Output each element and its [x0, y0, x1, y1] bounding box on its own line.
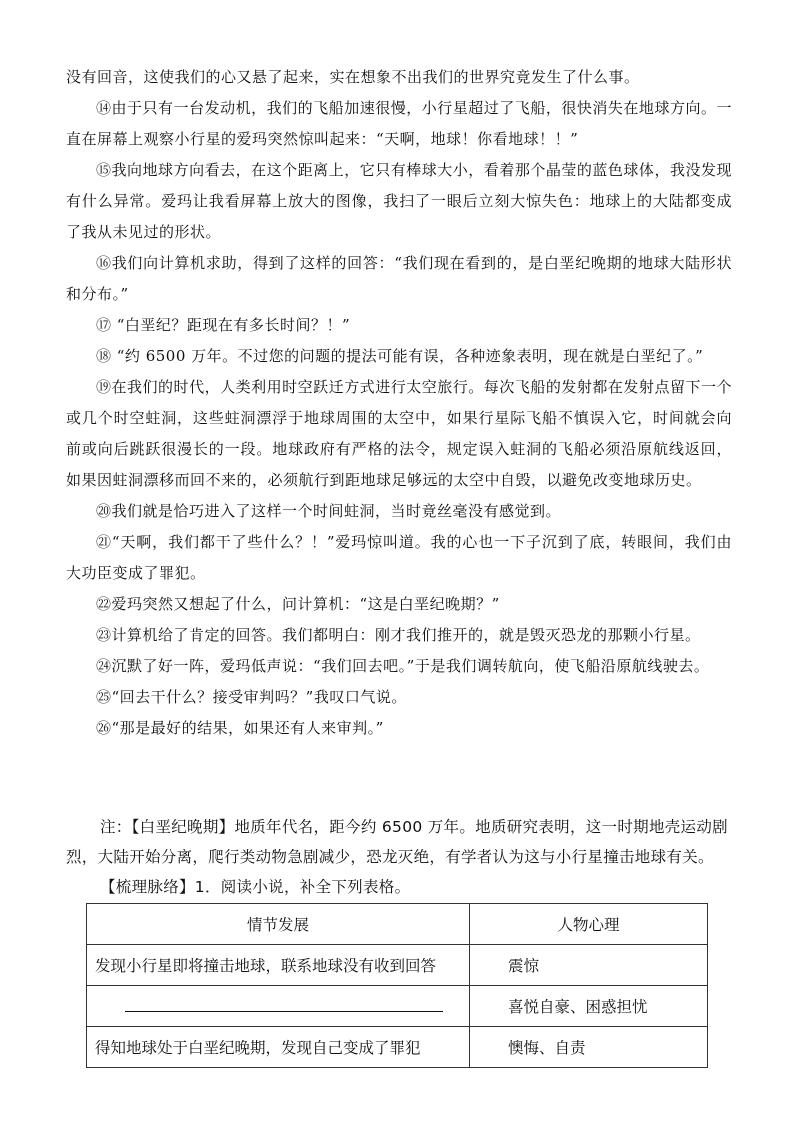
paragraph-16: ⑯我们向计算机求助，得到了这样的回答：“我们现在看到的，是白垩纪晚期的地球大陆形状和分布。” [66, 254, 732, 303]
paragraph-18: ⑱ “约 6500 万年。不过您的问题的提法可能有误，各种迹象表明，现在就是白垩纪了。” [96, 347, 704, 365]
paragraph-25: ㉕“回去干什么？接受审判吗？”我叹口气说。 [96, 688, 407, 706]
psychology-cell: 震惊 [470, 945, 708, 986]
paragraph-20: ⑳我们就是恰巧进入了这样一个时间蛀洞，当时竟丝毫没有感觉到。 [96, 502, 562, 520]
paragraph-21: ㉑“天啊，我们都干了些什么？！”爱玛惊叫道。我的心也一下子沉到了底，转眼间，我们由大功臣变成了罪犯。 [66, 533, 732, 582]
table-row [87, 1027, 708, 1068]
plot-answer-blank[interactable] [87, 986, 470, 1027]
task-prompt: 【梳理脉络】1．阅读小说，补全下列表格。 [100, 878, 411, 896]
table-row [87, 986, 708, 1027]
story-text [66, 62, 732, 744]
plot-cell: 得知地球处于白垩纪晚期，发现自己变成了罪犯 [87, 1027, 470, 1068]
paragraph-17: ⑰ “白垩纪？距现在有多长时间？！” [96, 316, 351, 334]
paragraph-24: ㉔沉默了好一阵，爱玛低声说：“我们回去吧。”于是我们调转航向，使飞船沿原航线驶去。 [96, 657, 710, 675]
psychology-cell: 喜悦自豪、困惑担忧 [470, 986, 708, 1027]
paragraph-14: ⑭由于只有一台发动机，我们的飞船加速很慢，小行星超过了飞船，很快消失在地球方向。一直在屏幕上观察小行星的爱玛突然惊叫起来：“天啊，地球！你看地球！！” [66, 99, 732, 148]
answer-table [86, 903, 708, 1068]
paragraph-23: ㉓计算机给了肯定的回答。我们都明白：刚才我们推开的，就是毁灭恐龙的那颗小行星。 [96, 626, 701, 644]
paragraph-19: ⑲在我们的时代，人类利用时空跃迁方式进行太空旅行。每次飞船的发射都在发射点留下一个或几个时空蛀洞，这些蛀洞漂浮于地球周围的太空中，如果行星际飞船不慎误入它，时间就会向前或向后跳跃很漫长的一段。地球政府有严格的法令，规定误入蛀洞的飞船必须沿原航线返回，如果因蛀洞漂移而回不来的，必须航行到距地球足够远的太空中自毁，以避免改变地球历史。 [66, 378, 732, 489]
header-plot: 情节发展 [87, 904, 470, 945]
annotation-block [66, 812, 732, 902]
paragraph-22: ㉒爱玛突然又想起了什么，问计算机：“这是白垩纪晚期？” [96, 595, 500, 613]
table-row [87, 945, 708, 986]
answer-line [125, 1011, 443, 1012]
footnote: 注：【白垩纪晚期】地质年代名，距今约 6500 万年。地质研究表明，这一时期地壳运动剧烈，大陆开始分离，爬行类动物急剧减少，恐龙灭绝，有学者认为这与小行星撞击地球有关。 [66, 818, 728, 866]
table-header-row [87, 904, 708, 945]
paragraph-13-cont: 没有回音，这使我们的心又悬了起来，实在想象不出我们的世界究竟发生了什么事。 [66, 68, 640, 86]
plot-cell: 发现小行星即将撞击地球，联系地球没有收到回答 [87, 945, 470, 986]
paragraph-15: ⑮我向地球方向看去，在这个距离上，它只有棒球大小，看着那个晶莹的蓝色球体，我没发现有什么异常。爱玛让我看屏幕上放大的图像，我扫了一眼后立刻大惊失色：地球上的大陆都变成了我从未见过的形状。 [66, 161, 732, 241]
psychology-cell: 懊悔、自责 [470, 1027, 708, 1068]
paragraph-26: ㉖“那是最好的结果，如果还有人来审判。” [96, 719, 384, 737]
header-psychology: 人物心理 [470, 904, 708, 945]
